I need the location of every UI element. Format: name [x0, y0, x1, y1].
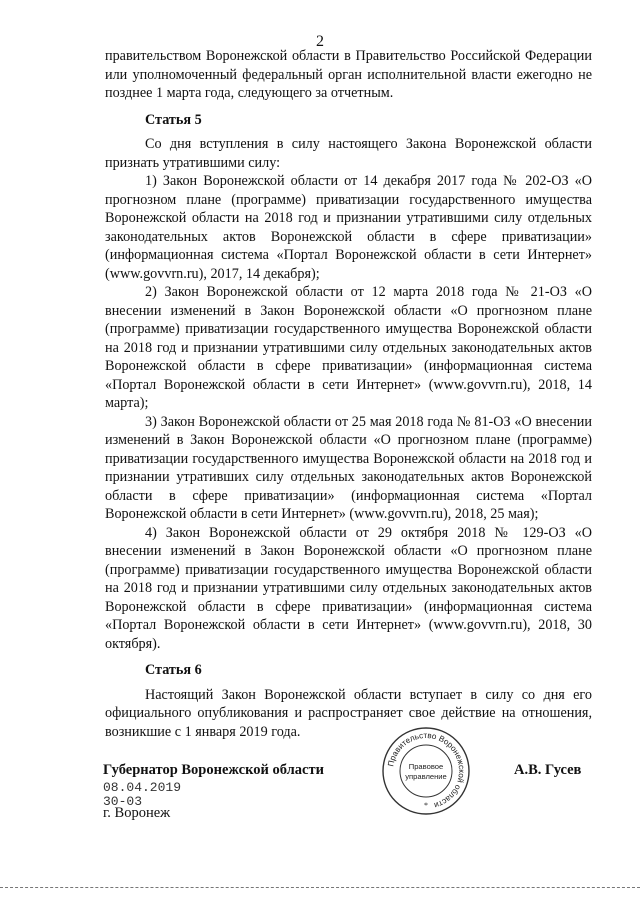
article-5-item-1: 1) Закон Воронежской области от 14 декабря 2017 года № 202-ОЗ «О прогнозном плане (программе) приватизации государственного имущества Воронежской области на 2018 год и признании утратившими силу отдельных законодательных актов Воронежской области в сфере приватизации» (информационная система «Портал Воронежской области в сети Интернет» (www.govvrn.ru), 2017, 14 декабря); [105, 173, 592, 282]
document-body [105, 47, 592, 741]
article-6-heading: Статья 6 [145, 662, 202, 678]
article-5-lead: Со дня вступления в силу настоящего Закона Воронежской области признать утратившими силу: [105, 136, 592, 171]
intro-paragraph: правительством Воронежской области в Правительство Российской Федерации или уполномоченный федеральный орган исполнительной власти ежегодно не позднее 1 марта года, следующего за отчетным. [105, 48, 592, 101]
signatory-title: Губернатор Воронежской области [103, 762, 324, 778]
signatory-name: А.В. Гусев [514, 762, 582, 778]
stamp-star-icon: * [424, 801, 428, 810]
law-number: 30-03 [103, 794, 143, 809]
signing-date: 08.04.2019 [103, 780, 182, 795]
stamp-ring-text: Правительство Воронежской области [386, 730, 467, 810]
article-5-item-3: 3) Закон Воронежской области от 25 мая 2018 года № 81-ОЗ «О внесении изменений в Закон Воронежской области «О прогнозном плане (программе) приватизации государственного имущества Воронежской области на 2018 год и признании утративших силу отдельных законодательных актов Воронежской области в сфере приватизации» (информационная система «Портал Воронежской области в сети Интернет» (www.govvrn.ru), 2018, 25 мая); [105, 413, 592, 522]
page-bottom-divider [0, 887, 640, 889]
article-5-heading: Статья 5 [145, 111, 202, 128]
article-5-item-4: 4) Закон Воронежской области от 29 октября 2018 № 129-ОЗ «О внесении изменений в Закон Воронежской области «О прогнозном плане (программе) приватизации государственного имущества Воронежской области на 2018 год и признании утратившими силу отдельных законодательных актов Воронежской области в сфере приватизации» (информационная система «Портал Воронежской области в сети Интернет» (www.govvrn.ru), 2018, 30 октября). [105, 524, 592, 652]
stamp-center-line-2: управление [405, 772, 447, 781]
official-stamp [381, 726, 471, 816]
stamp-center-line-1: Правовое [408, 762, 444, 771]
article-6-text: Настоящий Закон Воронежской области вступает в силу со дня его официального опубликования и распространяет свое действие на отношения, возникшие с 1 января 2019 года. [105, 686, 592, 740]
page-number: 2 [316, 33, 324, 50]
article-5-item-2: 2) Закон Воронежской области от 12 марта 2018 года № 21-ОЗ «О внесении изменений в Закон Воронежской области «О прогнозном плане (программе) приватизации государственного имущества Воронежской области на 2018 год и признании утратившими силу отдельных законодательных актов Воронежской области в сфере приватизации» (информационная система «Портал Воронежской области в сети Интернет» (www.govvrn.ru), 2018, 14 марта); [105, 284, 592, 411]
city: г. Воронеж [103, 805, 171, 821]
